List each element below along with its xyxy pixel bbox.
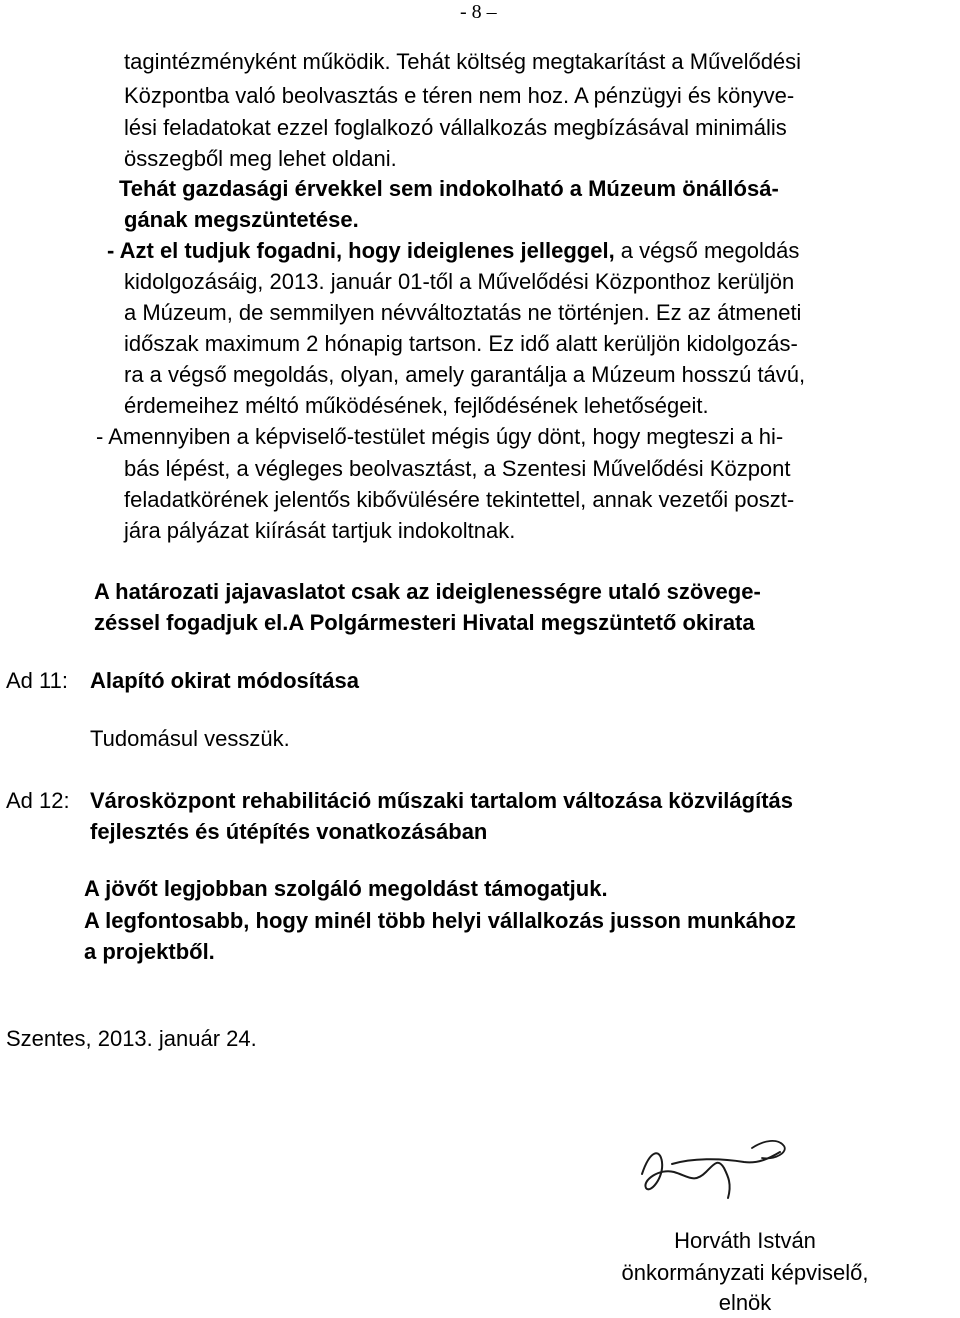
agenda-item-label: Ad 11:	[6, 668, 68, 693]
agenda-response: Tudomásul vesszük.	[90, 726, 290, 751]
body-line: érdemeihez méltó működésének, fejlődésének lehetőségeit.	[124, 393, 709, 418]
agenda-item-title: Alapító okirat módosítása	[90, 668, 359, 693]
body-text: a végső megoldás	[614, 238, 800, 263]
place-date: Szentes, 2013. január 24.	[6, 1026, 257, 1051]
agenda-response: a projektből.	[84, 939, 215, 964]
page-number: - 8 –	[460, 1, 497, 23]
emphasis-text: - Azt el tudjuk fogadni, hogy ideiglenes jelleggel,	[107, 238, 615, 263]
body-line	[107, 236, 799, 266]
body-line: ra a végső megoldás, olyan, amely garantálja a Múzeum hosszú távú,	[124, 362, 806, 387]
body-line: kidolgozásáig, 2013. január 01-től a Művelődési Központhoz kerüljön	[124, 269, 795, 294]
emphasis-line: gának megszüntetése.	[124, 207, 359, 232]
body-line: lési feladatokat ezzel foglalkozó vállalkozás megbízásával minimális	[124, 115, 787, 140]
body-line: jára pályázat kiírását tartjuk indokoltnak.	[124, 518, 516, 543]
agenda-item-label: Ad 12:	[6, 788, 70, 813]
agenda-response: A jövőt legjobban szolgáló megoldást támogatjuk.	[84, 876, 608, 901]
signer-title: elnök	[718, 1290, 772, 1315]
agenda-response: A legfontosabb, hogy minél több helyi vállalkozás jusson munkához	[84, 908, 796, 933]
signer-role: önkormányzati képviselő,	[621, 1260, 869, 1285]
body-line: Központba való beolvasztás e téren nem hoz. A pénzügyi és könyve-	[124, 83, 795, 108]
body-line: - Amennyiben a képviselő-testület mégis úgy dönt, hogy megteszi a hi-	[96, 424, 784, 449]
proposal-line: A határozati jajavaslatot csak az ideiglenességre utaló szövege-	[94, 579, 761, 604]
body-line: bás lépést, a végleges beolvasztást, a Szentesi Művelődési Központ	[124, 456, 791, 481]
body-line: összegből meg lehet oldani.	[124, 146, 397, 171]
signer-name: Horváth István	[674, 1228, 816, 1253]
agenda-item-title: fejlesztés és útépítés vonatkozásában	[90, 819, 488, 844]
emphasis-line: Tehát gazdasági érvekkel sem indokolható a Múzeum önállósá-	[119, 176, 779, 201]
body-line: tagintézményként működik. Tehát költség megtakarítást a Művelődési	[124, 49, 802, 74]
body-line: a Múzeum, de semmilyen névváltoztatás ne történjen. Ez az átmeneti	[124, 300, 802, 325]
agenda-item-title: Városközpont rehabilitáció műszaki tartalom változása közvilágítás	[90, 788, 794, 813]
body-line: időszak maximum 2 hónapig tartson. Ez idő alatt kerüljön kidolgozás-	[124, 331, 798, 356]
handwritten-signature	[632, 1128, 792, 1208]
proposal-line: zéssel fogadjuk el.A Polgármesteri Hivatal megszüntető okirata	[94, 610, 755, 635]
body-line: feladatkörének jelentős kibővülésére tekintettel, annak vezetői poszt-	[124, 487, 795, 512]
